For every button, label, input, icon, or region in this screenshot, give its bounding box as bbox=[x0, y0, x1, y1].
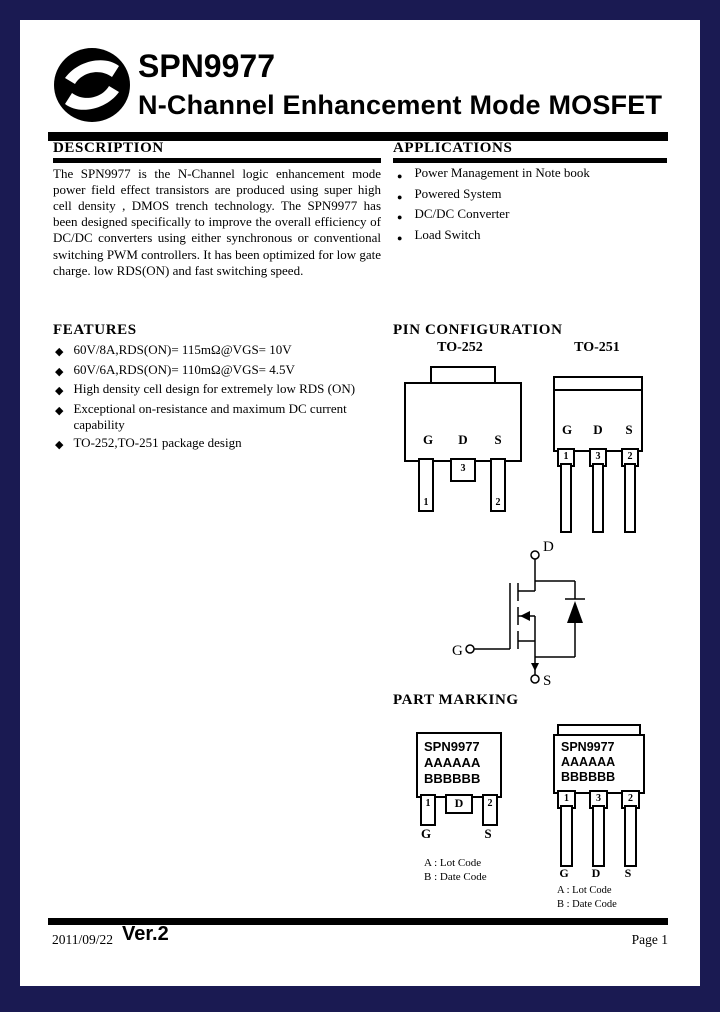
bullet-icon: ● bbox=[397, 171, 403, 181]
part-marking-heading: PART MARKING bbox=[393, 692, 519, 708]
pin-configuration-heading: PIN CONFIGURATION bbox=[393, 322, 563, 338]
to251-marking-leg bbox=[560, 805, 573, 867]
to251-body bbox=[553, 376, 643, 452]
to252-marking-pin-number-1: 1 bbox=[425, 798, 431, 809]
to252-marking-tab bbox=[445, 794, 473, 814]
feature-item-label: 60V/6A,RDS(ON)= 110mΩ@VGS= 4.5V bbox=[73, 361, 295, 377]
feature-item-label: High density cell design for extremely low RDS (ON) bbox=[73, 381, 356, 396]
to251-leg bbox=[560, 463, 572, 533]
feature-item bbox=[53, 435, 383, 454]
footer-page-number: Page 1 bbox=[631, 932, 668, 947]
application-item bbox=[395, 206, 667, 226]
application-item-label: Power Management in Note book bbox=[414, 165, 590, 180]
marking-line-lot: AAAAAA bbox=[561, 755, 616, 769]
to252-pin-number-1: 1 bbox=[423, 497, 429, 508]
to252-right-pin bbox=[490, 458, 506, 512]
to252-drawing bbox=[404, 366, 522, 518]
to251-marking-leg bbox=[592, 805, 605, 867]
to251-pad-letter-g: G bbox=[561, 422, 573, 437]
legend-date: B : Date Code bbox=[557, 899, 617, 910]
diamond-icon: ◆ bbox=[55, 404, 64, 417]
to252-pad-letter-d: D bbox=[458, 432, 468, 447]
to252-marking-pin-2 bbox=[482, 794, 498, 826]
features-list bbox=[53, 342, 383, 454]
marking-line-date: BBBBBB bbox=[561, 770, 616, 784]
to252-pad-letter-g: G bbox=[422, 432, 434, 447]
feature-item-label: Exceptional on-resistance and maximum DC current capability bbox=[73, 400, 347, 432]
marking-line-part: SPN9977 bbox=[424, 739, 480, 754]
to251-marking-legend bbox=[557, 884, 652, 912]
to251-pad-letter-s: S bbox=[625, 422, 633, 437]
application-item-label: DC/DC Converter bbox=[414, 206, 510, 221]
applications-rule bbox=[393, 158, 667, 163]
bullet-icon: ● bbox=[397, 232, 403, 243]
feature-item bbox=[53, 342, 383, 361]
description-text: The SPN9977 is the N-Channel logic enhancement mode power field effect transistors are produced using super high cell density , DMOS trench technology. The SPN9977 has been designed specifically to improve the overall efficiency of DC/DC converters using either synchronous or conventional switching PWM controllers. It has been optimized for low gate charge. low RDS(ON) and fast switching speed. bbox=[53, 166, 381, 278]
application-item bbox=[395, 165, 667, 185]
to252-marking-pin-number-2: 2 bbox=[487, 798, 493, 809]
to252-marking-legend bbox=[424, 856, 519, 884]
to251-pin-number-2: 2 bbox=[627, 451, 633, 462]
marking-line-lot: AAAAAA bbox=[424, 755, 481, 770]
to251-marking-letter-g: G bbox=[559, 866, 569, 880]
diamond-icon: ◆ bbox=[55, 438, 64, 451]
to251-marking-body bbox=[553, 734, 645, 794]
to252-marking-body bbox=[416, 732, 502, 798]
to251-pin-number-3: 3 bbox=[595, 451, 601, 462]
diamond-icon: ◆ bbox=[55, 385, 64, 397]
bullet-icon: ● bbox=[397, 191, 403, 202]
legend-lot: A : Lot Code bbox=[557, 885, 612, 896]
legend-date: B : Date Code bbox=[424, 871, 487, 883]
to251-marking-pin-number-3: 3 bbox=[596, 793, 601, 804]
feature-item bbox=[53, 362, 383, 381]
diamond-icon: ◆ bbox=[55, 365, 64, 378]
to252-pin-number-2: 2 bbox=[495, 497, 501, 508]
legend-lot: A : Lot Code bbox=[424, 857, 482, 869]
to251-pin-number-1: 1 bbox=[563, 451, 569, 462]
applications-list bbox=[395, 165, 667, 247]
to252-pad-letter-s: S bbox=[494, 432, 502, 447]
device-subtitle: N-Channel Enhancement Mode MOSFET bbox=[138, 90, 663, 120]
paper bbox=[20, 20, 700, 986]
package-label-to252: TO-252 bbox=[437, 340, 483, 355]
logo-graphic bbox=[52, 44, 132, 126]
application-item bbox=[395, 186, 667, 206]
feature-item bbox=[53, 381, 383, 400]
feature-item bbox=[53, 401, 383, 434]
feature-item-label: 60V/8A,RDS(ON)= 115mΩ@VGS= 10V bbox=[73, 342, 292, 357]
features-heading: FEATURES bbox=[53, 322, 137, 338]
to252-pin-number-3: 3 bbox=[460, 463, 466, 474]
to252-marking-tab-label: D bbox=[454, 796, 464, 810]
feature-item-label: TO-252,TO-251 package design bbox=[73, 434, 242, 450]
to251-leg bbox=[624, 463, 636, 533]
drain-label: D bbox=[543, 539, 554, 555]
mosfet-outline bbox=[466, 551, 539, 683]
description-heading: DESCRIPTION bbox=[53, 140, 164, 156]
application-item-label: Powered System bbox=[414, 185, 502, 201]
body-diode bbox=[535, 581, 585, 657]
bullet-icon: ● bbox=[397, 212, 403, 222]
to251-flange-line bbox=[555, 389, 641, 391]
marking-line-part: SPN9977 bbox=[561, 740, 615, 754]
to251-leg bbox=[592, 463, 604, 533]
marking-line-date: BBBBBB bbox=[424, 771, 481, 786]
application-item bbox=[395, 227, 667, 247]
to251-marking-leg bbox=[624, 805, 637, 867]
part-number-title: SPN9977 bbox=[138, 48, 275, 84]
source-label: S bbox=[543, 673, 552, 689]
to251-marking-drawing bbox=[553, 724, 648, 929]
to251-marking-letter-s: S bbox=[624, 866, 632, 880]
mosfet-symbol bbox=[440, 525, 650, 705]
applications-heading: APPLICATIONS bbox=[393, 140, 513, 156]
to252-middle-pin bbox=[450, 458, 476, 482]
to252-marking-letter-s: S bbox=[484, 826, 492, 841]
to251-marking-pin-number-2: 2 bbox=[628, 793, 633, 804]
to252-body bbox=[404, 382, 522, 462]
to251-drawing bbox=[553, 376, 645, 538]
to251-pad-letter-d: D bbox=[593, 422, 603, 437]
gate-label: G bbox=[452, 643, 463, 659]
to252-marking-pin-1 bbox=[420, 794, 436, 826]
to252-left-pin bbox=[418, 458, 434, 512]
description-rule bbox=[53, 158, 381, 163]
to251-marking-letter-d: D bbox=[591, 866, 601, 880]
company-logo-icon bbox=[52, 44, 132, 126]
application-item-label: Load Switch bbox=[414, 226, 481, 242]
footer-version: Ver.2 bbox=[122, 923, 169, 945]
diamond-icon: ◆ bbox=[55, 346, 64, 358]
footer-date: 2011/09/22 bbox=[52, 932, 114, 947]
to252-marking-drawing bbox=[416, 732, 511, 904]
package-label-to251: TO-251 bbox=[574, 340, 620, 355]
to252-marking-letter-g: G bbox=[420, 826, 432, 841]
to251-marking-pin-number-1: 1 bbox=[564, 793, 569, 804]
